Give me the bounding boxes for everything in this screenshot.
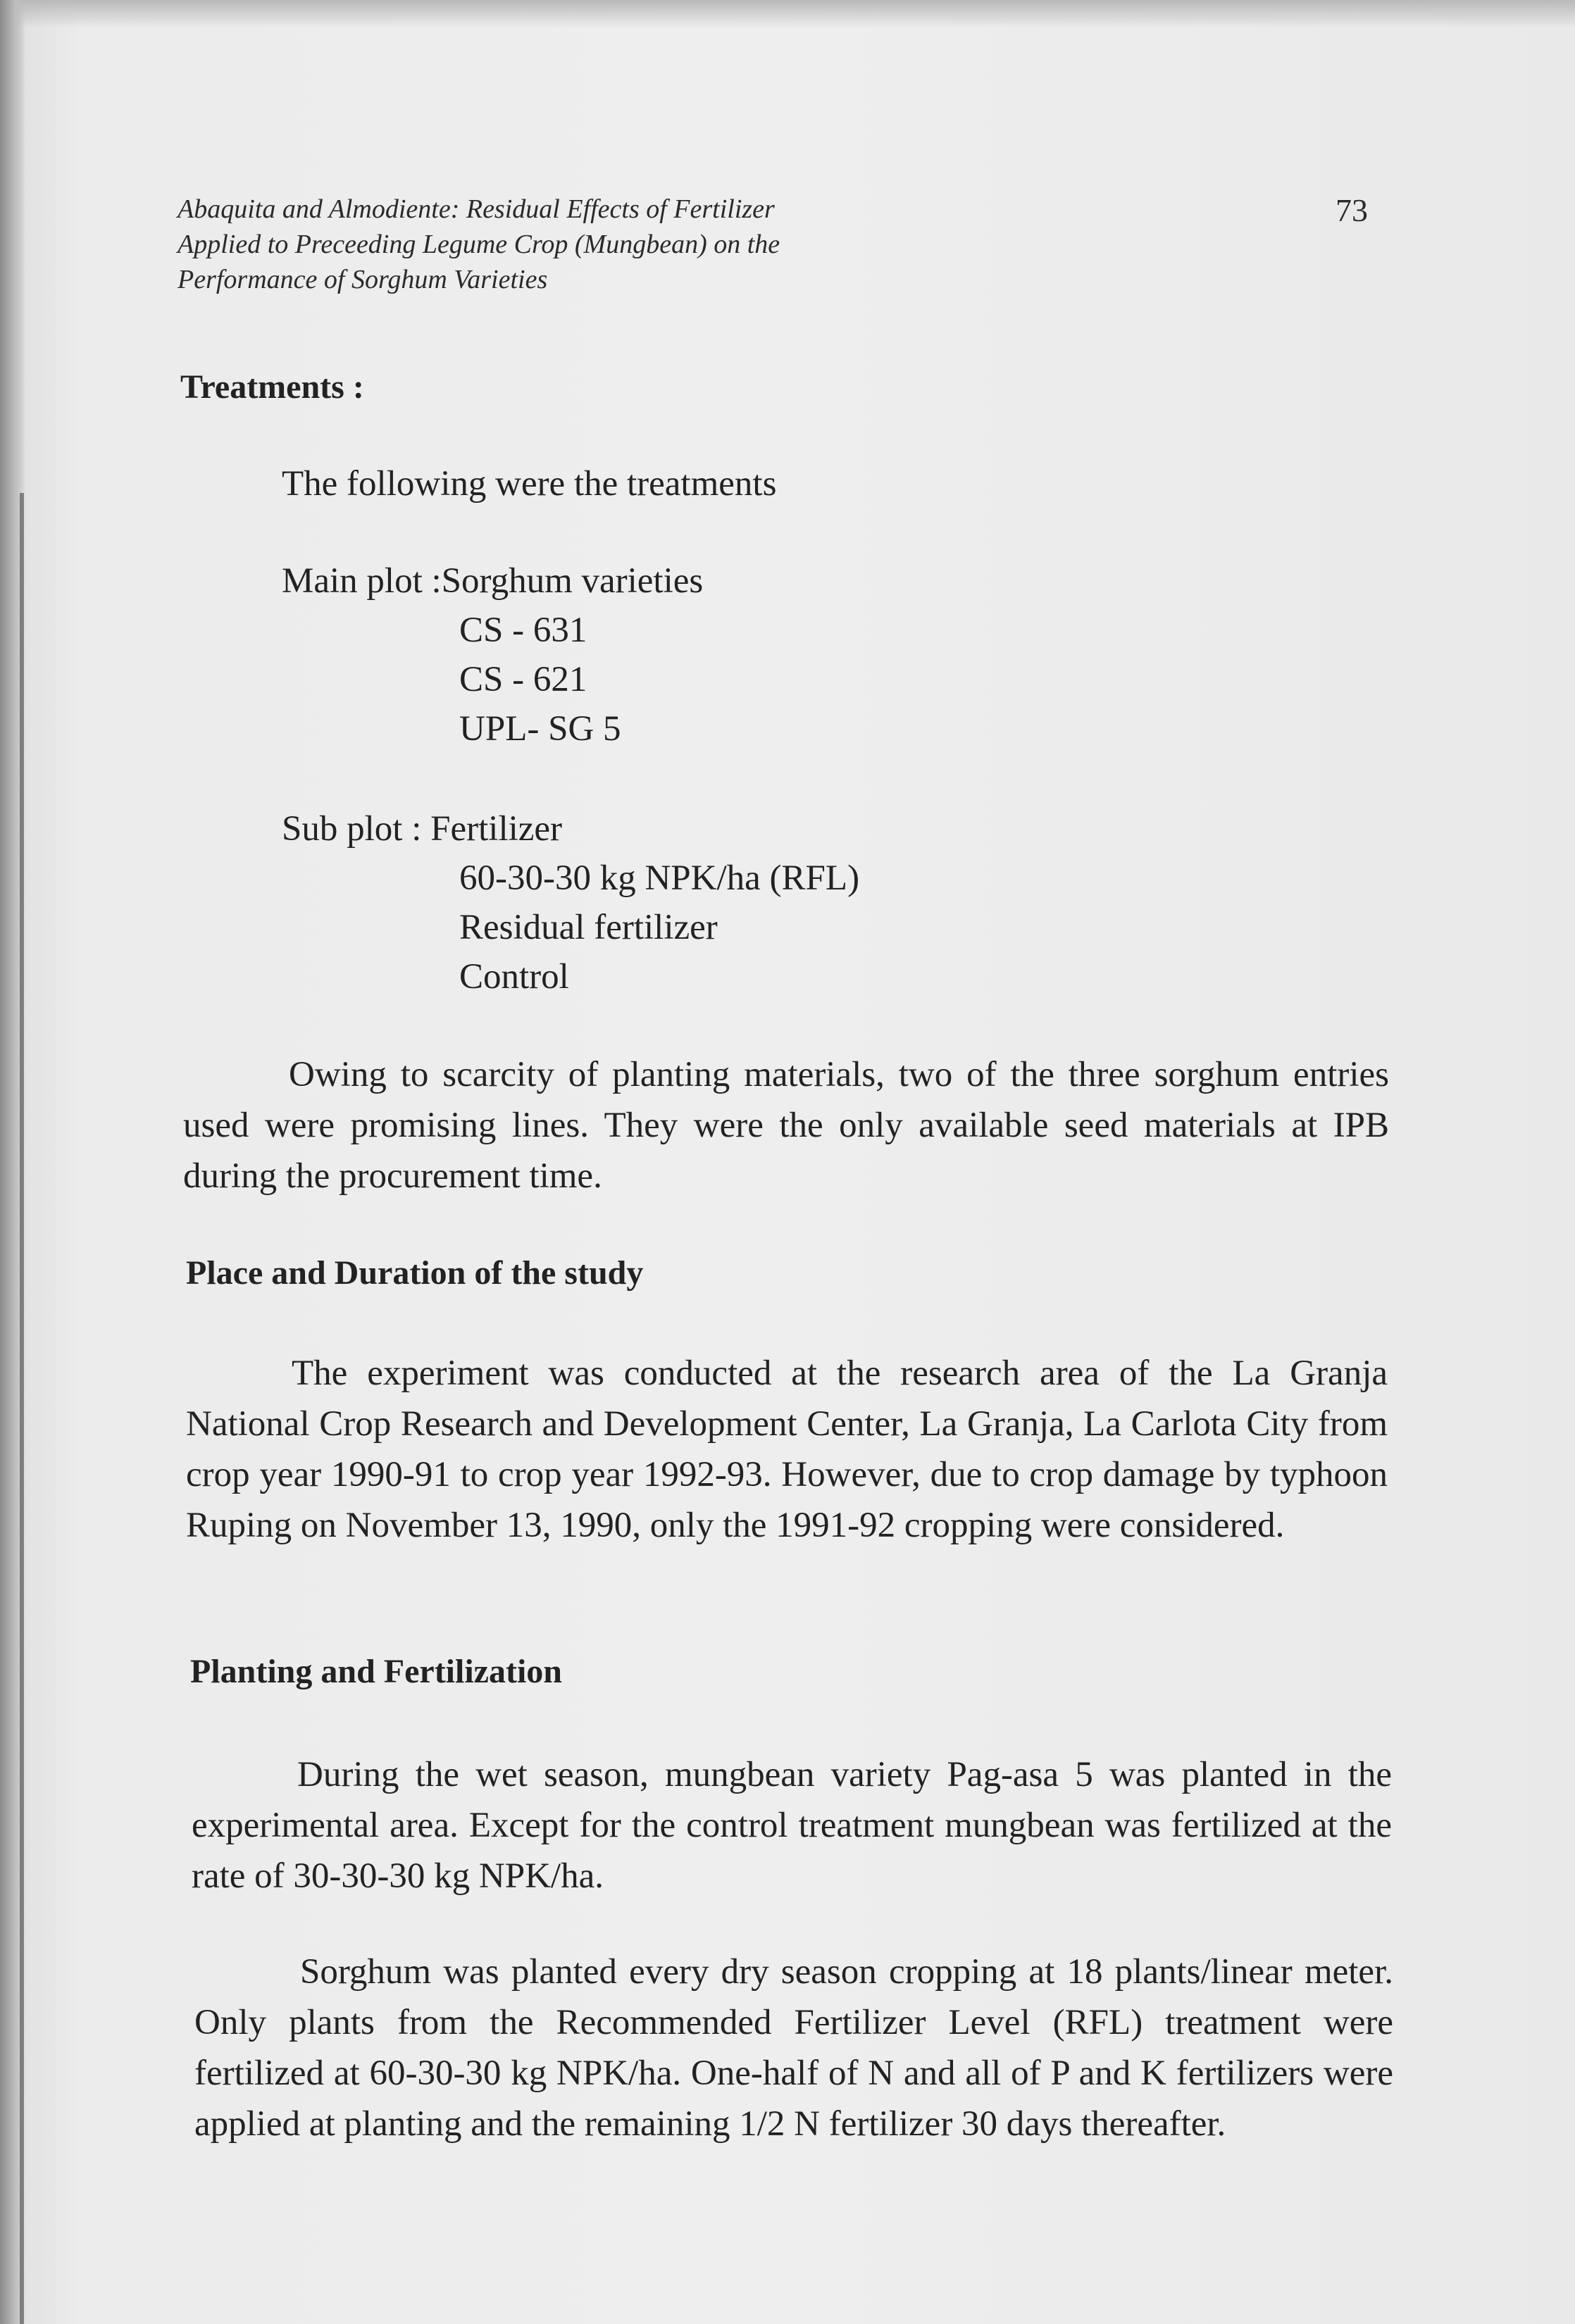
header-line-3: Performance of Sorghum Varieties (178, 265, 548, 294)
treatments-paragraph: Owing to scarcity of planting materials, two of the three sorghum entries used were promising lines. They were the only available seed materials at IPB during the procurement time. (183, 1055, 1389, 1196)
place-paragraph: The experiment was conducted at the research area of the La Granja National Crop Research and Development Center, La Granja, La Carlota City from crop year 1990-91 to crop year 1992-93. However, due to crop damage by typhoon Ruping on November 13, 1990, only the 1991-92 cropping were considered. (186, 1354, 1388, 1545)
sub-plot-item: 60-30-30 kg NPK/ha (RFL) (459, 858, 860, 898)
scan-top-shadow (0, 0, 1575, 28)
main-plot-item: UPL- SG 5 (459, 709, 621, 749)
sub-plot-item: Residual fertilizer (459, 908, 718, 947)
running-header (178, 192, 1009, 297)
binding-edge (20, 493, 24, 2324)
treatments-intro: The following were the treatments (282, 464, 777, 504)
treatments-heading: Treatments : (180, 368, 364, 406)
header-line-1: Abaquita and Almodiente: Residual Effects of Fertilizer (178, 194, 775, 224)
header-line-2: Applied to Preceeding Legume Crop (Mungbean) on the (178, 230, 780, 259)
main-plot-item: CS - 621 (459, 660, 587, 699)
sub-plot-item: Control (459, 957, 569, 997)
main-plot-item: CS - 631 (459, 611, 587, 650)
planting-paragraph-1: During the wet season, mungbean variety Pag-asa 5 was planted in the experimental area. Except for the control treatment mungbean was fertilized at the rate of 30-30-30 kg NPK/ha. (192, 1755, 1392, 1896)
planting-heading: Planting and Fertilization (190, 1653, 562, 1690)
page-number: 73 (1336, 192, 1368, 228)
planting-paragraph-2: Sorghum was planted every dry season cropping at 18 plants/linear meter. Only plants from the Recommended Fertilizer Level (RFL) treatment were fertilized at 60-30-30 kg NPK/ha. One-half of N and all of P and K fertilizers were applied at planting and the remaining 1/2 N fertilizer 30 days thereafter. (194, 1952, 1393, 2144)
place-heading: Place and Duration of the study (186, 1254, 644, 1292)
sub-plot-label: Sub plot : Fertilizer (282, 809, 563, 849)
main-plot-label: Main plot :Sorghum varieties (282, 561, 704, 601)
